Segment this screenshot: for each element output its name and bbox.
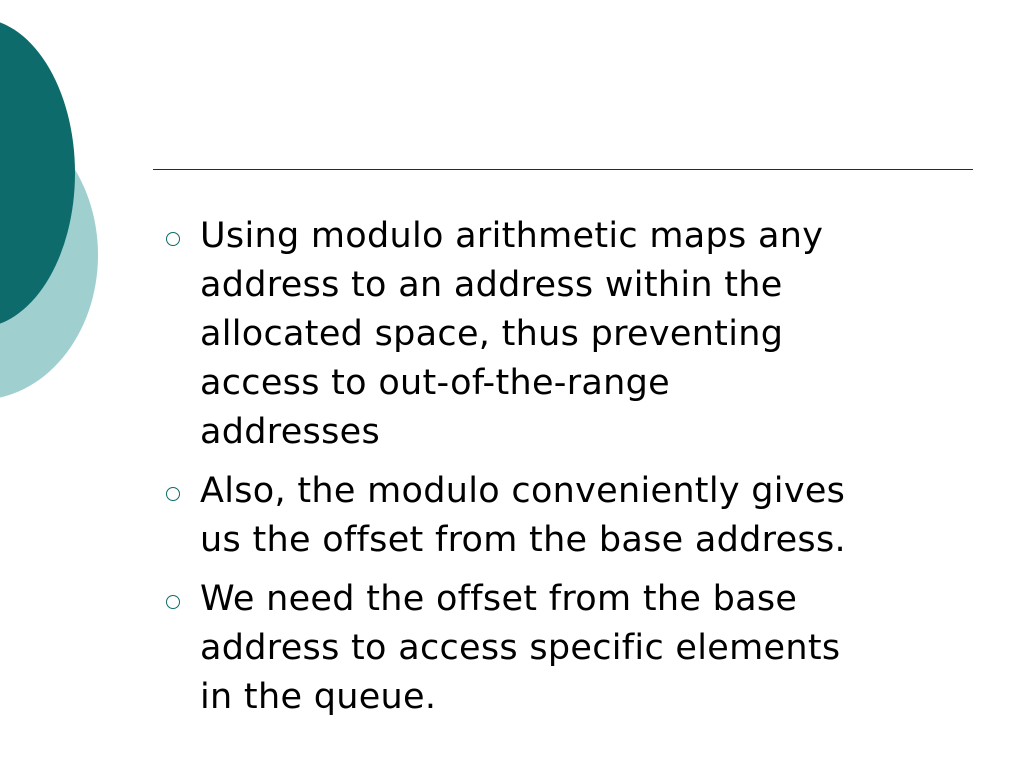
bullet-text [200, 575, 840, 722]
bullet-line: in the queue. [200, 677, 437, 717]
bullet-line: access to out-of-the-range [200, 363, 671, 403]
bullet-line: addresses [200, 412, 380, 452]
bullet-text [200, 467, 846, 565]
hollow-circle-bullet-icon [166, 232, 180, 246]
bullet-item [162, 467, 972, 565]
bullet-line: Also, the modulo conveniently gives [200, 471, 846, 511]
bullet-line: allocated space, thus preventing [200, 314, 784, 354]
bullet-line: Using modulo arithmetic maps any [200, 216, 824, 256]
hollow-circle-bullet-icon [166, 595, 180, 609]
title-divider [153, 169, 973, 170]
bullet-line: address to an address within the [200, 265, 783, 305]
bullet-text [200, 212, 823, 457]
bullet-item [162, 575, 972, 722]
bullet-item [162, 212, 972, 457]
bullet-line: We need the offset from the base [200, 579, 798, 619]
hollow-circle-bullet-icon [166, 487, 180, 501]
bullet-list [162, 212, 972, 732]
bullet-line: address to access specific elements [200, 628, 841, 668]
bullet-line: us the offset from the base address. [200, 520, 846, 560]
